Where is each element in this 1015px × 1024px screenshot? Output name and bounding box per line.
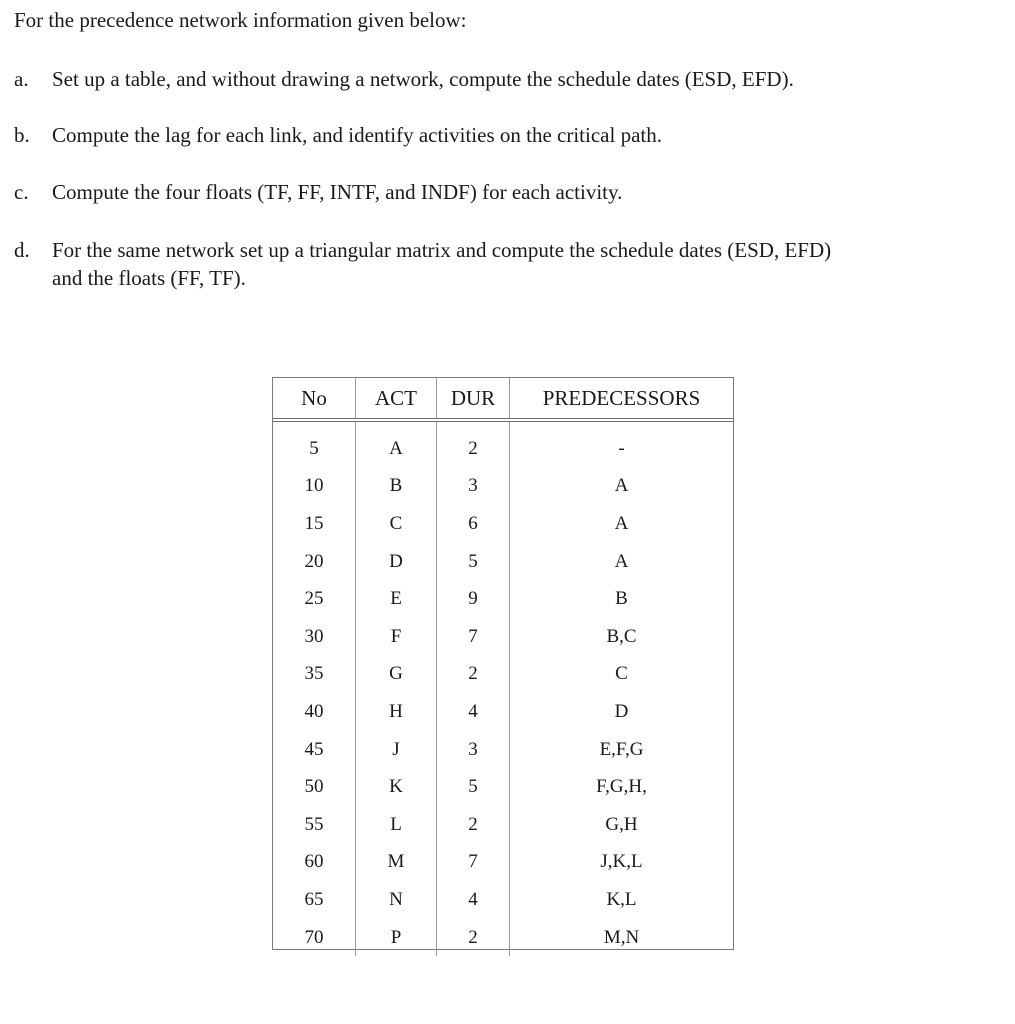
header-predecessors: PREDECESSORS — [510, 378, 734, 420]
cell-predecessors: B — [510, 580, 734, 618]
cell-no: 65 — [304, 888, 324, 910]
cell-predecessors: A — [510, 468, 734, 506]
cell-dur: 2 — [437, 420, 510, 468]
cell-dur: 5 — [437, 543, 510, 581]
cell-act: K — [356, 768, 437, 806]
header-no: No — [273, 378, 356, 420]
cell-dur: 2 — [437, 919, 510, 957]
cell-act: N — [356, 881, 437, 919]
cell-dur: 7 — [437, 844, 510, 882]
cell-act: H — [356, 693, 437, 731]
table-row — [273, 844, 733, 882]
question-letter: d. — [14, 238, 30, 262]
table-row — [273, 881, 733, 919]
question-letter: a. — [14, 67, 29, 91]
header-act: ACT — [356, 378, 437, 420]
cell-act: P — [356, 919, 437, 957]
cell-no: 60 — [304, 851, 324, 873]
cell-no: 40 — [304, 700, 324, 722]
cell-dur: 6 — [437, 505, 510, 543]
table-row — [273, 580, 733, 618]
question-letter: c. — [14, 180, 29, 204]
cell-predecessors: A — [510, 543, 734, 581]
table-row — [273, 618, 733, 656]
cell-no: 25 — [304, 588, 324, 610]
intro-text: For the precedence network information given below: — [14, 8, 467, 32]
cell-predecessors: A — [510, 505, 734, 543]
table-row — [273, 919, 733, 957]
cell-dur: 3 — [437, 731, 510, 769]
cell-no: 35 — [304, 663, 324, 685]
cell-dur: 2 — [437, 806, 510, 844]
cell-dur: 3 — [437, 468, 510, 506]
cell-predecessors: K,L — [510, 881, 734, 919]
cell-predecessors: - — [510, 420, 734, 468]
cell-act: M — [356, 844, 437, 882]
question-text — [52, 236, 831, 292]
table-row — [273, 806, 733, 844]
cell-act: A — [356, 420, 437, 468]
question-text: Compute the four floats (TF, FF, INTF, and INDF) for each activity. — [52, 180, 623, 204]
question-text-line-1: For the same network set up a triangular matrix and compute the schedule dates (ESD, EFD) — [52, 238, 832, 262]
table-row — [273, 768, 733, 806]
cell-predecessors: B,C — [510, 618, 734, 656]
cell-act: L — [356, 806, 437, 844]
question-text-line-2: and the floats (FF, TF). — [52, 266, 246, 290]
cell-no: 50 — [304, 776, 324, 798]
cell-predecessors: J,K,L — [510, 844, 734, 882]
cell-act: G — [356, 656, 437, 694]
cell-predecessors: C — [510, 656, 734, 694]
precedence-table — [273, 378, 733, 956]
precedence-table-container — [272, 377, 734, 950]
cell-dur: 9 — [437, 580, 510, 618]
cell-predecessors: F,G,H, — [510, 768, 734, 806]
cell-dur: 2 — [437, 656, 510, 694]
question-text: Compute the lag for each link, and identify activities on the critical path. — [52, 123, 662, 147]
cell-no: 10 — [304, 475, 324, 497]
cell-no: 55 — [304, 813, 324, 835]
question-text: Set up a table, and without drawing a network, compute the schedule dates (ESD, EFD). — [52, 67, 794, 91]
question-letter: b. — [14, 123, 30, 147]
table-row — [273, 693, 733, 731]
table-row — [273, 505, 733, 543]
cell-act: F — [356, 618, 437, 656]
cell-no: 20 — [304, 550, 324, 572]
cell-act: C — [356, 505, 437, 543]
cell-dur: 7 — [437, 618, 510, 656]
cell-predecessors: D — [510, 693, 734, 731]
cell-dur: 4 — [437, 693, 510, 731]
cell-no: 15 — [304, 512, 324, 534]
cell-dur: 5 — [437, 768, 510, 806]
table-row — [273, 656, 733, 694]
table-row — [273, 731, 733, 769]
table-row — [273, 543, 733, 581]
cell-act: B — [356, 468, 437, 506]
cell-predecessors: M,N — [510, 919, 734, 957]
cell-dur: 4 — [437, 881, 510, 919]
cell-no: 30 — [304, 625, 324, 647]
table-row — [273, 420, 733, 468]
table-row — [273, 468, 733, 506]
cell-act: E — [356, 580, 437, 618]
cell-act: J — [356, 731, 437, 769]
cell-act: D — [356, 543, 437, 581]
table-header-row — [273, 378, 733, 420]
cell-no: 70 — [304, 926, 324, 948]
cell-predecessors: E,F,G — [510, 731, 734, 769]
table-body — [273, 420, 733, 956]
cell-no: 5 — [309, 437, 319, 459]
cell-no: 45 — [304, 738, 324, 760]
cell-predecessors: G,H — [510, 806, 734, 844]
header-dur: DUR — [437, 378, 510, 420]
